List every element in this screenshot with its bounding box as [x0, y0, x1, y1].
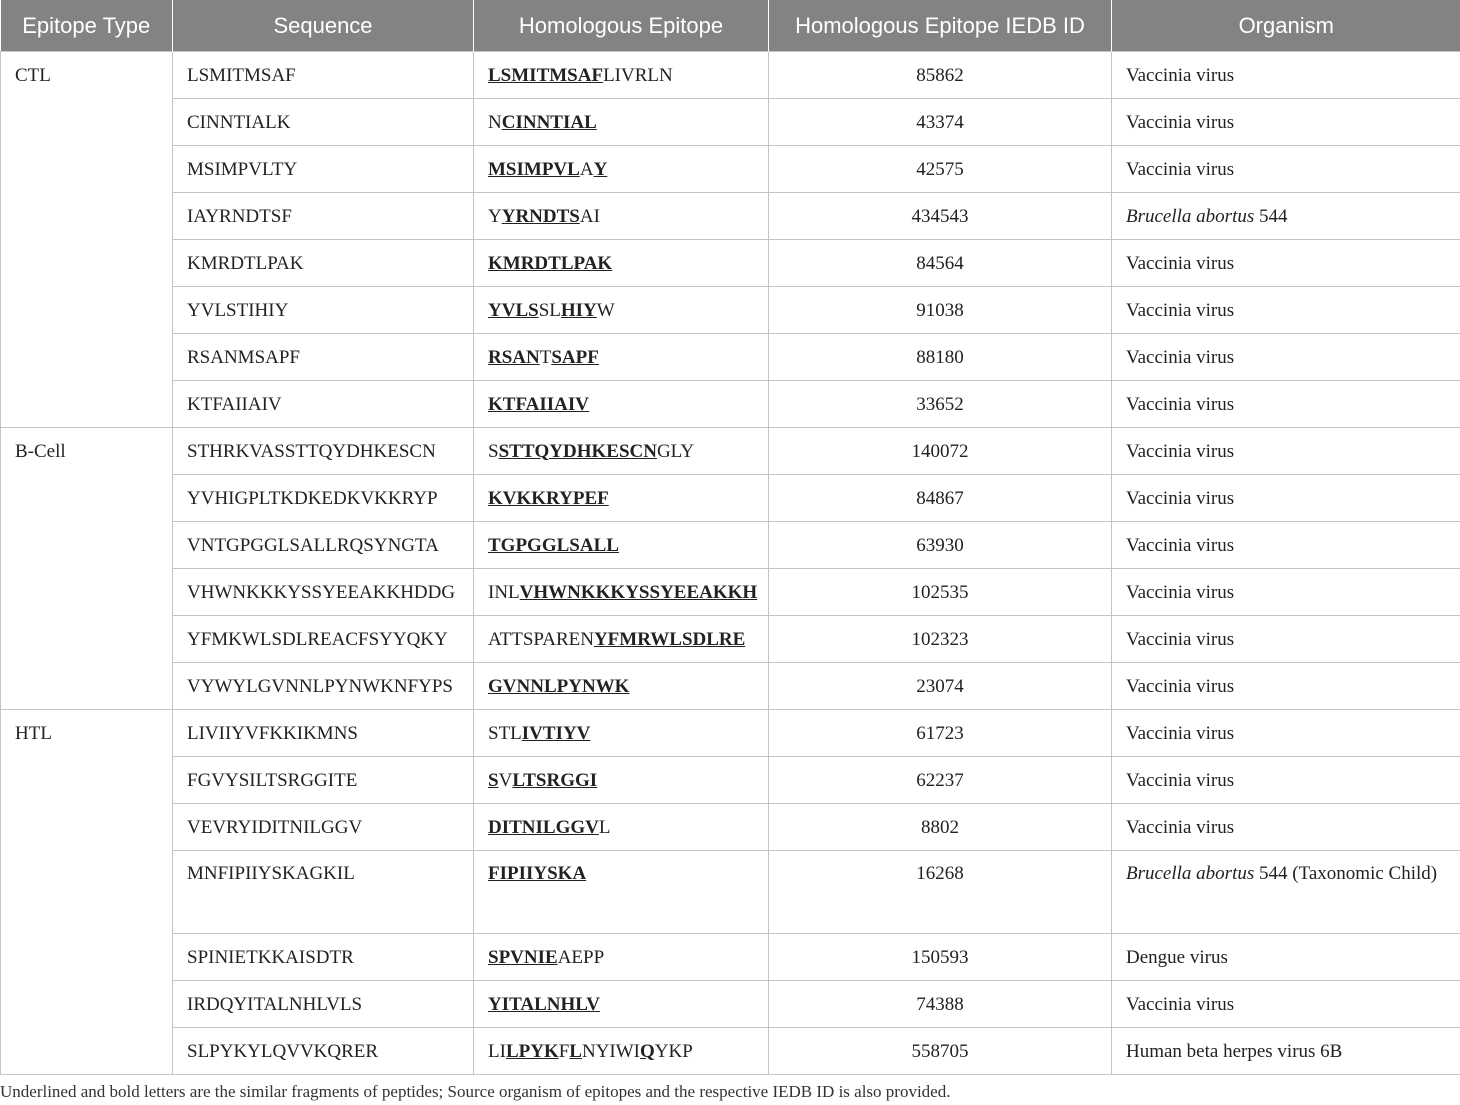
- table-row: [1, 569, 1460, 616]
- matched-fragment: GVNNLPYNWK: [488, 675, 630, 697]
- table-row: [1, 475, 1460, 522]
- sequence-cell: SLPYKYLQVVKQRER: [173, 1028, 474, 1075]
- table-row: [1, 934, 1460, 981]
- table-row: [1, 52, 1460, 99]
- table-row: [1, 981, 1460, 1028]
- table-row: [1, 146, 1460, 193]
- table-row: [1, 522, 1460, 569]
- unmatched-fragment: L: [598, 816, 611, 838]
- iedb-id-cell: 33652: [769, 381, 1112, 428]
- header-sequence: Sequence: [173, 0, 474, 52]
- iedb-id-cell: 102323: [769, 616, 1112, 663]
- sequence-cell: VNTGPGGLSALLRQSYNGTA: [173, 522, 474, 569]
- organism-cell: [1112, 287, 1460, 334]
- matched-fragment: KTFAIIAIV: [488, 393, 589, 415]
- organism-name-italic: Brucella abortus: [1126, 863, 1255, 884]
- sequence-cell: MSIMPVLTY: [173, 146, 474, 193]
- epitope-type-cell: B-Cell: [1, 428, 173, 710]
- matched-fragment: LTSRGGI: [512, 769, 598, 791]
- iedb-id-cell: 91038: [769, 287, 1112, 334]
- sequence-cell: KTFAIIAIV: [173, 381, 474, 428]
- organism-cell: [1112, 334, 1460, 381]
- table-row: [1, 99, 1460, 146]
- table-row: [1, 663, 1460, 710]
- homologous-epitope-cell: [474, 663, 769, 710]
- iedb-id-cell: 84564: [769, 240, 1112, 287]
- matched-fragment: HIY: [560, 299, 597, 321]
- unmatched-fragment: STL: [488, 722, 522, 744]
- organism-name: Vaccinia virus: [1126, 487, 1235, 509]
- organism-cell: [1112, 851, 1460, 934]
- matched-fragment: KVKKRYPEF: [488, 487, 609, 509]
- organism-name: Vaccinia virus: [1126, 722, 1235, 744]
- table-row: [1, 240, 1460, 287]
- homologous-epitope-cell: [474, 569, 769, 616]
- iedb-id-cell: 84867: [769, 475, 1112, 522]
- table-row: [1, 757, 1460, 804]
- sequence-cell: LSMITMSAF: [173, 52, 474, 99]
- sequence-cell: YVLSTIHIY: [173, 287, 474, 334]
- sequence-cell: LIVIIYVFKKIKMNS: [173, 710, 474, 757]
- header-epitope-type: Epitope Type: [1, 0, 173, 52]
- unmatched-fragment: SL: [538, 299, 561, 321]
- organism-cell: [1112, 616, 1460, 663]
- matched-fragment: YVLS: [488, 299, 539, 321]
- iedb-id-cell: 43374: [769, 99, 1112, 146]
- sequence-cell: YFMKWLSDLREACFSYYQKY: [173, 616, 474, 663]
- header-row: [1, 0, 1460, 52]
- unmatched-fragment: YKP: [654, 1040, 693, 1062]
- sequence-cell: RSANMSAPF: [173, 334, 474, 381]
- unmatched-fragment: LI: [488, 1040, 506, 1062]
- sequence-cell: SPINIETKKAISDTR: [173, 934, 474, 981]
- homologous-epitope-cell: [474, 710, 769, 757]
- matched-fragment: TGPGGLSALL: [488, 534, 619, 556]
- header-homologous-epitope: Homologous Epitope: [474, 0, 769, 52]
- homologous-epitope-cell: [474, 851, 769, 934]
- organism-name: Vaccinia virus: [1126, 158, 1235, 180]
- header-iedb-id: Homologous Epitope IEDB ID: [769, 0, 1112, 52]
- unmatched-fragment: ATTSPAREN: [488, 628, 594, 650]
- table-row: [1, 1028, 1460, 1075]
- organism-name: Vaccinia virus: [1126, 816, 1235, 838]
- epitope-type-cell: HTL: [1, 710, 173, 1075]
- matched-fragment: SPVNIE: [488, 946, 558, 968]
- iedb-id-cell: 140072: [769, 428, 1112, 475]
- organism-cell: [1112, 52, 1460, 99]
- sequence-cell: STHRKVASSTTQYDHKESCN: [173, 428, 474, 475]
- matched-fragment: RSAN: [488, 346, 540, 368]
- table-row: [1, 851, 1460, 934]
- organism-name-italic: Brucella abortus: [1126, 205, 1255, 227]
- sequence-cell: KMRDTLPAK: [173, 240, 474, 287]
- sequence-cell: VEVRYIDITNILGGV: [173, 804, 474, 851]
- unmatched-fragment: W: [596, 299, 615, 321]
- matched-fragment: MSIMPVL: [488, 158, 580, 180]
- iedb-id-cell: 102535: [769, 569, 1112, 616]
- organism-name: 544: [1254, 205, 1288, 227]
- organism-cell: [1112, 146, 1460, 193]
- header-organism: Organism: [1112, 0, 1460, 52]
- homologous-epitope-cell: [474, 193, 769, 240]
- table-row: [1, 710, 1460, 757]
- sequence-cell: VYWYLGVNNLPYNWKNFYPS: [173, 663, 474, 710]
- organism-name: Vaccinia virus: [1126, 393, 1235, 415]
- table-row: [1, 193, 1460, 240]
- matched-fragment: STTQYDHKESCN: [498, 440, 657, 462]
- matched-fragment: DITNILGGV: [488, 816, 599, 838]
- sequence-cell: CINNTIALK: [173, 99, 474, 146]
- homologous-epitope-cell: [474, 381, 769, 428]
- organism-name: Vaccinia virus: [1126, 440, 1235, 462]
- matched-fragment: YRNDTS: [501, 205, 580, 227]
- table-row: [1, 616, 1460, 663]
- unmatched-fragment: AI: [579, 205, 600, 227]
- unmatched-fragment: T: [539, 346, 552, 368]
- organism-name: Vaccinia virus: [1126, 581, 1235, 603]
- matched-fragment: S: [488, 769, 499, 791]
- matched-fragment: LPYK: [505, 1040, 559, 1062]
- unmatched-fragment: N: [488, 111, 502, 133]
- homologous-epitope-cell: [474, 52, 769, 99]
- organism-name: Vaccinia virus: [1126, 534, 1235, 556]
- organism-name: Vaccinia virus: [1126, 769, 1235, 791]
- organism-cell: [1112, 757, 1460, 804]
- organism-cell: [1112, 522, 1460, 569]
- sequence-cell: IAYRNDTSF: [173, 193, 474, 240]
- organism-cell: [1112, 193, 1460, 240]
- matched-fragment: SAPF: [551, 346, 599, 368]
- table-footnote: Underlined and bold letters are the similar fragments of peptides; Source organism of epitopes and the respective IEDB ID is also provided.: [0, 1082, 951, 1101]
- sequence-cell: IRDQYITALNHLVLS: [173, 981, 474, 1028]
- homologous-epitope-cell: [474, 287, 769, 334]
- organism-name: Vaccinia virus: [1126, 299, 1235, 321]
- table-header: [1, 0, 1460, 52]
- iedb-id-cell: 63930: [769, 522, 1112, 569]
- organism-cell: [1112, 804, 1460, 851]
- homologous-epitope-cell: [474, 334, 769, 381]
- organism-cell: [1112, 1028, 1460, 1075]
- organism-name: Vaccinia virus: [1126, 111, 1235, 133]
- iedb-id-cell: 434543: [769, 193, 1112, 240]
- matched-fragment: CINNTIAL: [501, 111, 597, 133]
- organism-cell: [1112, 475, 1460, 522]
- table-row: [1, 334, 1460, 381]
- unmatched-fragment: NYIWI: [581, 1040, 641, 1062]
- matched-fragment: L: [569, 1040, 582, 1062]
- unmatched-fragment: GLY: [656, 440, 695, 462]
- organism-name: Vaccinia virus: [1126, 346, 1235, 368]
- organism-name: Vaccinia virus: [1126, 993, 1235, 1015]
- matched-fragment: KMRDTLPAK: [488, 252, 613, 274]
- unmatched-fragment: A: [579, 158, 594, 180]
- iedb-id-cell: 61723: [769, 710, 1112, 757]
- unmatched-fragment: S: [488, 440, 499, 462]
- organism-name: Vaccinia virus: [1126, 64, 1235, 86]
- organism-name: 544 (Taxonomic Child): [1254, 863, 1438, 884]
- unmatched-fragment: AEPP: [557, 946, 605, 968]
- homologous-epitope-cell: [474, 428, 769, 475]
- homologous-epitope-cell: [474, 1028, 769, 1075]
- organism-name: Vaccinia virus: [1126, 628, 1235, 650]
- homologous-epitope-cell: [474, 804, 769, 851]
- matched-fragment: FIPIIYSKA: [488, 863, 587, 884]
- homologous-epitope-cell: [474, 757, 769, 804]
- homologous-epitope-cell: [474, 981, 769, 1028]
- organism-cell: [1112, 981, 1460, 1028]
- organism-name: Vaccinia virus: [1126, 252, 1235, 274]
- organism-cell: [1112, 99, 1460, 146]
- unmatched-fragment: V: [498, 769, 513, 791]
- unmatched-fragment: INL: [488, 581, 520, 603]
- homologous-epitope-cell: [474, 146, 769, 193]
- table-row: [1, 287, 1460, 334]
- matched-fragment: VHWNKKKYSSYEEAKKH: [519, 581, 758, 603]
- matched-fragment: IVTIYV: [521, 722, 591, 744]
- iedb-id-cell: 85862: [769, 52, 1112, 99]
- organism-cell: [1112, 569, 1460, 616]
- organism-cell: [1112, 428, 1460, 475]
- organism-cell: [1112, 381, 1460, 428]
- matched-fragment: Q: [640, 1040, 655, 1062]
- table-row: [1, 804, 1460, 851]
- table-body: [1, 52, 1460, 1075]
- iedb-id-cell: 558705: [769, 1028, 1112, 1075]
- homologous-epitope-cell: [474, 475, 769, 522]
- sequence-cell: FGVYSILTSRGGITE: [173, 757, 474, 804]
- unmatched-fragment: Y: [488, 205, 502, 227]
- homologous-epitope-cell: [474, 99, 769, 146]
- unmatched-fragment: LIVRLN: [603, 64, 673, 86]
- table-row: [1, 428, 1460, 475]
- organism-name: Human beta herpes virus 6B: [1126, 1040, 1343, 1062]
- sequence-cell: YVHIGPLTKDKEDKVKKRYP: [173, 475, 474, 522]
- table-row: [1, 381, 1460, 428]
- organism-name: Vaccinia virus: [1126, 675, 1235, 697]
- organism-cell: [1112, 663, 1460, 710]
- iedb-id-cell: 74388: [769, 981, 1112, 1028]
- sequence-cell: VHWNKKKYSSYEEAKKHDDG: [173, 569, 474, 616]
- homologous-epitope-cell: [474, 240, 769, 287]
- sequence-cell: MNFIPIIYSKAGKIL: [173, 851, 474, 934]
- iedb-id-cell: 16268: [769, 851, 1112, 934]
- organism-cell: [1112, 934, 1460, 981]
- unmatched-fragment: F: [558, 1040, 570, 1062]
- matched-fragment: LSMITMSAF: [488, 64, 604, 86]
- iedb-id-cell: 150593: [769, 934, 1112, 981]
- iedb-id-cell: 62237: [769, 757, 1112, 804]
- iedb-id-cell: 23074: [769, 663, 1112, 710]
- epitope-type-cell: CTL: [1, 52, 173, 428]
- organism-cell: [1112, 240, 1460, 287]
- matched-fragment: YITALNHLV: [488, 993, 600, 1015]
- matched-fragment: Y: [593, 158, 608, 180]
- organism-name: Dengue virus: [1126, 946, 1228, 968]
- iedb-id-cell: 88180: [769, 334, 1112, 381]
- homologous-epitope-cell: [474, 616, 769, 663]
- homologous-epitope-cell: [474, 522, 769, 569]
- organism-cell: [1112, 710, 1460, 757]
- matched-fragment: YFMRWLSDLRE: [593, 628, 746, 650]
- iedb-id-cell: 8802: [769, 804, 1112, 851]
- iedb-id-cell: 42575: [769, 146, 1112, 193]
- homologous-epitope-cell: [474, 934, 769, 981]
